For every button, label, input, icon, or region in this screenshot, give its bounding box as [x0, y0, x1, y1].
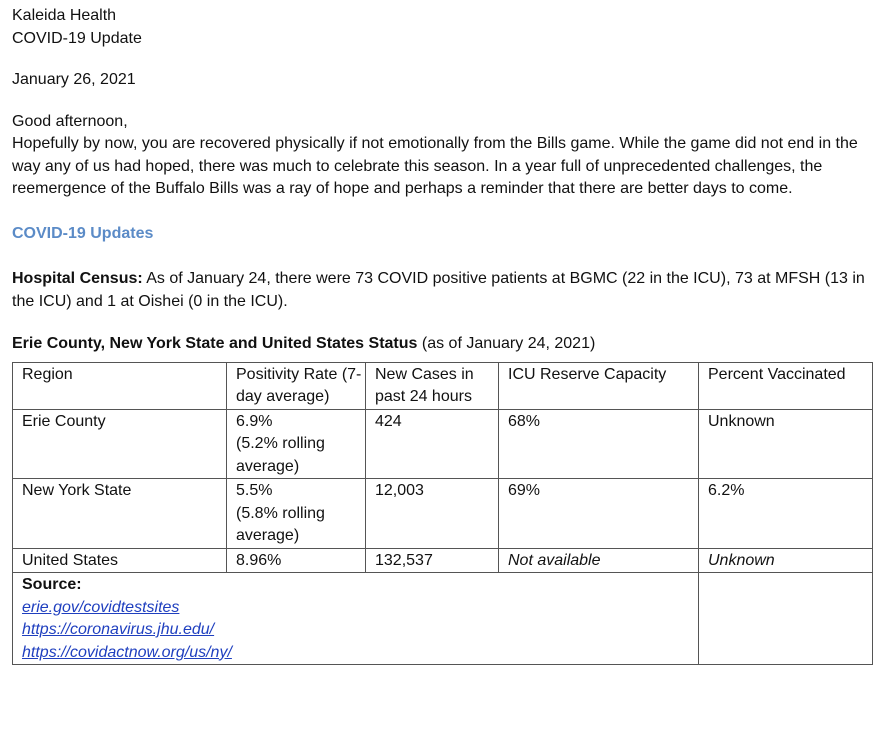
header-new-cases: New Cases in past 24 hours — [366, 362, 499, 409]
source-row — [13, 573, 873, 665]
cell-region: New York State — [13, 479, 227, 549]
cell-new-cases: 424 — [366, 409, 499, 479]
table-row — [13, 479, 873, 549]
status-as-of: (as of January 24, 2021) — [417, 335, 596, 352]
header-region: Region — [13, 362, 227, 409]
cell-icu: 69% — [499, 479, 699, 549]
status-heading — [12, 333, 872, 356]
cell-icu: 68% — [499, 409, 699, 479]
status-table — [12, 362, 873, 666]
cell-vaccinated: Unknown — [699, 409, 873, 479]
source-link-jhu[interactable]: https://coronavirus.jhu.edu/ — [22, 621, 215, 638]
positivity-note: (5.2% rolling average) — [236, 435, 325, 475]
positivity-value: 6.9% — [236, 412, 273, 430]
cell-positivity — [227, 479, 366, 549]
status-label: Erie County, New York State and United States Status — [12, 335, 418, 352]
table-row — [13, 548, 873, 573]
section-heading: COVID-19 Updates — [12, 224, 154, 242]
source-link-covidactnow[interactable]: https://covidactnow.org/us/ny/ — [22, 643, 232, 661]
source-link-erie[interactable]: erie.gov/covidtestsites — [22, 598, 180, 616]
header-icu: ICU Reserve Capacity — [499, 362, 699, 409]
cell-new-cases: 12,003 — [366, 479, 499, 549]
doc-date: January 26, 2021 — [12, 71, 136, 88]
positivity-value: 5.5% — [236, 482, 273, 499]
source-label: Source: — [22, 576, 82, 593]
cell-vaccinated: Unknown — [699, 548, 873, 573]
hospital-census — [12, 268, 872, 313]
source-cell — [13, 573, 699, 665]
table-header-row — [13, 362, 873, 409]
cell-region: United States — [13, 548, 227, 573]
cell-icu: Not available — [499, 548, 699, 573]
cell-new-cases: 132,537 — [366, 548, 499, 573]
cell-vaccinated: 6.2% — [699, 479, 873, 549]
cell-region: Erie County — [13, 409, 227, 479]
doc-title: COVID-19 Update — [12, 29, 142, 47]
header-positivity: Positivity Rate (7-day average) — [227, 362, 366, 409]
intro-paragraph: Hopefully by now, you are recovered physically if not emotionally from the Bills game. While the game did not end in the way any of us had hoped, there was much to celebrate this season. In a year full of unprecedented challenges, the reemergence of the Buffalo Bills was a ray of hope and perhaps a reminder that there are better days to come. — [12, 135, 858, 197]
positivity-note: (5.8% rolling average) — [236, 504, 325, 544]
org-name: Kaleida Health — [12, 7, 117, 24]
source-empty-cell — [699, 573, 873, 665]
header-vaccinated: Percent Vaccinated — [699, 362, 873, 409]
cell-positivity — [227, 409, 366, 479]
census-text: As of January 24, there were 73 COVID positive patients at BGMC (22 in the ICU), 73 at MFSH (13 in the ICU) and 1 at Oishei (0 in the ICU). — [12, 270, 865, 310]
cell-positivity: 8.96% — [227, 548, 366, 573]
greeting: Good afternoon, — [12, 112, 128, 130]
table-row — [13, 409, 873, 479]
census-label: Hospital Census: — [12, 270, 143, 287]
